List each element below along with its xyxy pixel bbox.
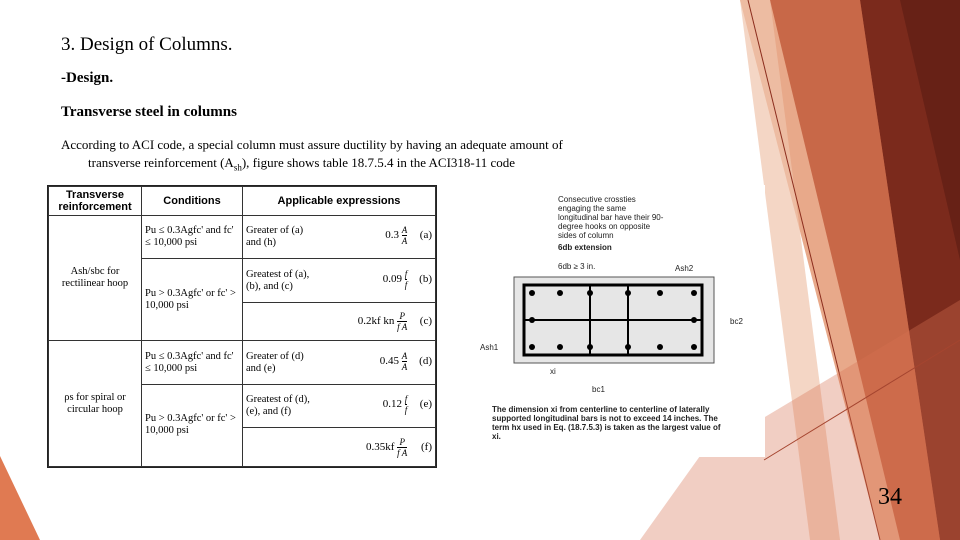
condition-cell: Pu > 0.3Agfc' or fc' > 10,000 psi — [142, 259, 243, 341]
figure-label-ash2: Ash2 — [675, 264, 694, 273]
condition-cell: Pu ≤ 0.3Agfc' and fc' ≤ 10,000 psi — [142, 216, 243, 259]
column-section-figure — [470, 185, 765, 457]
expr-coef: 0.2kf kn — [357, 315, 395, 328]
condition-cell: Pu ≤ 0.3Agfc' and fc' ≤ 10,000 psi — [142, 341, 243, 384]
body-paragraph — [61, 136, 701, 177]
paragraph-line-2 — [61, 154, 701, 177]
applicable-cell: Greatest of (a), (b), and (c) — [246, 268, 310, 292]
applicable-cell: Greater of (a) and (h) — [246, 225, 304, 249]
slide-number: 34 — [878, 484, 902, 510]
figure-label-extension-2: 6db ≥ 3 in. — [558, 262, 596, 271]
figure-label-bc2: bc2 — [730, 317, 743, 326]
expr-tag: (f) — [421, 440, 432, 453]
expr-fraction: $\frac{f}{f}$ — [404, 394, 408, 416]
expression-cell — [243, 259, 436, 302]
figure-label-extension: 6db extension — [558, 243, 612, 252]
expr-fraction: $\frac{P}{\text{f A}}$ — [397, 311, 408, 333]
applicable-cell: Greater of (d) and (e) — [246, 350, 304, 374]
table-row — [49, 216, 436, 259]
expr-tag: (e) — [419, 398, 432, 411]
group-label-rectilinear: Ash/sbc for rectilinear hoop — [49, 216, 142, 341]
expression-cell — [243, 216, 436, 259]
figure-label-bc1: bc1 — [592, 385, 605, 394]
header-transverse: Transverse reinforcement — [49, 187, 142, 216]
group-label-spiral: ρs for spiral or circular hoop — [49, 341, 142, 467]
expr-fraction: $\frac{f}{f}$ — [404, 268, 408, 290]
expr-fraction: $\frac{P}{\text{f A}}$ — [397, 436, 408, 458]
table-row — [49, 341, 436, 384]
figure-label-xi: xi — [550, 367, 556, 376]
expr-tag: (d) — [419, 354, 432, 367]
column-section-drawing — [510, 273, 730, 373]
figure-label-ash1: Ash1 — [480, 343, 499, 352]
expression-cell — [243, 428, 436, 467]
expr-tag: (b) — [419, 272, 432, 285]
expr-coef: 0.12 — [382, 398, 402, 411]
expr-tag: (a) — [419, 229, 432, 242]
paragraph-line-2-sub: sh — [233, 162, 242, 173]
expr-tag: (c) — [419, 315, 432, 328]
expression-cell — [243, 341, 436, 384]
paragraph-line-1: According to ACI code, a special column must assure ductility by having an adequate amount of — [61, 137, 563, 152]
expr-coef: 0.45 — [379, 354, 399, 367]
expr-fraction: $\frac{A}{A}$ — [401, 350, 408, 372]
slide-subtitle: -Design. — [61, 70, 114, 86]
expr-coef: 0.09 — [382, 272, 402, 285]
aci-table — [47, 185, 437, 468]
header-expressions: Applicable expressions — [243, 187, 436, 216]
applicable-cell: Greatest of (d), (e), and (f) — [246, 394, 310, 418]
figure-note-bottom: The dimension xi from centerline to centerline of laterally supported longitudinal bars is not to exceed 14 inches. The term hx used in Eq. (18.7.5.3) is taken as the largest value of xi. — [492, 405, 721, 441]
expr-fraction: $\frac{A}{A}$ — [401, 225, 408, 247]
section-heading: Transverse steel in columns — [61, 104, 237, 120]
condition-cell: Pu > 0.3Agfc' or fc' > 10,000 psi — [142, 384, 243, 466]
expression-cell — [243, 302, 436, 341]
figure-note-top: Consecutive crossties engaging the same longitudinal bar have their 90-degree hooks on opposite sides of column — [558, 195, 664, 240]
expression-cell — [243, 384, 436, 427]
paragraph-line-2-pre: transverse reinforcement (A — [88, 155, 234, 170]
expr-coef: 0.3 — [385, 229, 399, 242]
expr-coef: 0.35kf — [365, 440, 395, 453]
table-header-row — [49, 187, 436, 216]
header-conditions: Conditions — [142, 187, 243, 216]
slide-title: 3. Design of Columns. — [61, 34, 233, 55]
paragraph-line-2-post: ), figure shows table 18.7.5.4 in the ACI318-11 code — [241, 155, 516, 170]
